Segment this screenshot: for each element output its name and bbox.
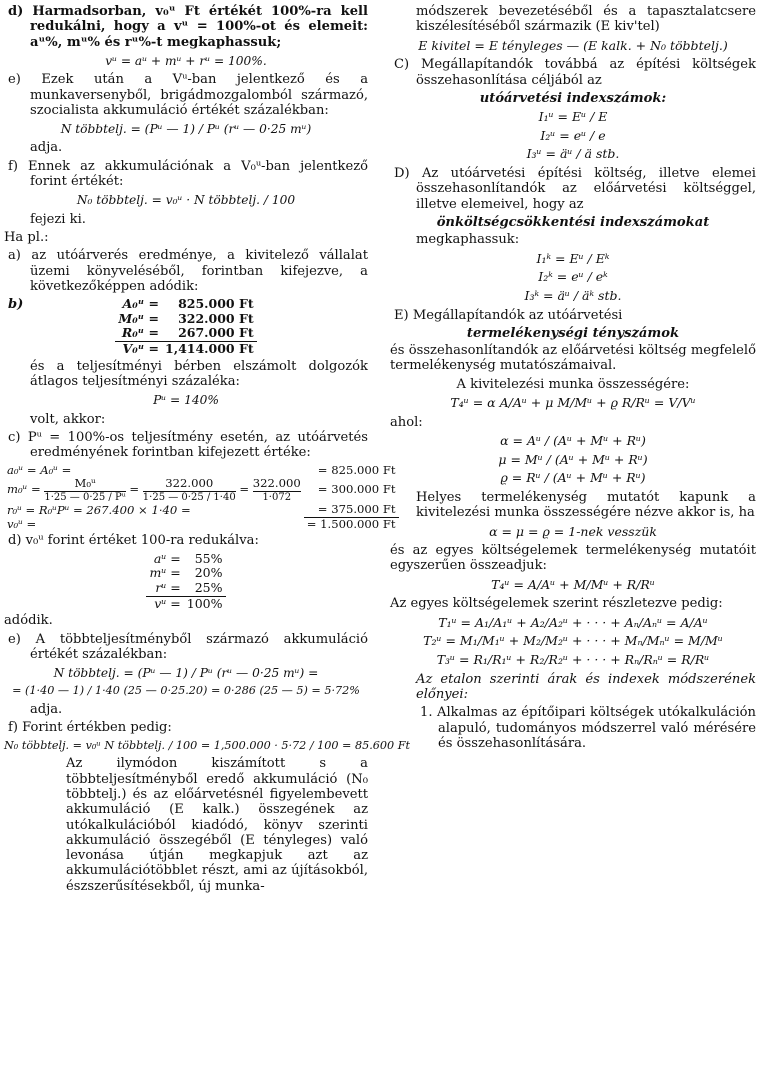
d2-row-label: aᵘ = [153, 550, 181, 566]
c-row-a [4, 464, 399, 478]
paragraph-d: d) Harmadsorban, v₀ᵘ Ft értékét 100%-ra kell redukálni, hogy a vᵘ = 100%-ot és elemeit: aᵘ%, mᵘ% és rᵘ%-t megkaphassuk; [8, 4, 368, 50]
text-etalon: Az etalon szerinti árak és indexek módszerének előnyei: [416, 671, 756, 702]
d2-table [146, 552, 225, 612]
paragraph-C: C) Megállapítandók továbbá az építési költségek összehasonlítása céljából az [394, 57, 756, 88]
b-row-value: 267.000 Ft [162, 326, 257, 341]
text-megkaphassuk: megkaphassuk: [416, 232, 520, 248]
b-row [115, 297, 256, 312]
b-row-label: M₀ᵘ = [118, 310, 160, 326]
text-helyes: Helyes termelékenység mutatót kapunk a kivitelezési munka összességére nézve akkor is, ha [416, 489, 756, 521]
b-block [4, 297, 368, 357]
formula-rho: ϱ = Rᵘ / (Aᵘ + Mᵘ + Rᵘ) [500, 470, 646, 486]
d2-row [146, 581, 225, 596]
c-m-frac2 [143, 477, 236, 503]
b-table [115, 297, 256, 357]
c-m-value: = 300.000 Ft [317, 482, 396, 497]
heading-termelekenysegi: termelékenységi tényszámok [466, 325, 680, 341]
text-volt: volt, akkor: [30, 411, 106, 427]
d2-row-value: 25% [184, 581, 226, 596]
paragraph-D: D) Az utóárvetési építési költség, illetve elemei összehasonlítandók az előárvetési költséggel, illetve elemeivel, hogy az [394, 166, 756, 212]
d2-total-row [146, 596, 225, 611]
c-m-num3: 322.000 [252, 476, 301, 491]
b-label: b) [8, 297, 24, 313]
c-m-den2: 1·25 — 0·25 / 1·40 [142, 491, 236, 503]
c-m-num1: M₀ᵘ [44, 477, 125, 492]
formula-e2: N többtelj. = (Pᵘ — 1) / Pᵘ (rᵘ — 0·25 mᵘ) = [53, 666, 319, 681]
c-r-value: = 375.000 Ft [304, 503, 399, 517]
paragraph-E: E) Megállapítandók az utóárvetési [394, 307, 623, 323]
c-row-r [4, 503, 399, 517]
text-adja: adja. [30, 140, 63, 156]
paragraph-e2: e) A többteljesítményből származó akkumuláció értékét százalékban: [8, 631, 368, 662]
d2-row [146, 552, 225, 567]
formula-C3: I₃ᵘ = äᵘ / ä stb. [526, 146, 620, 162]
text-hapl: Ha pl.: [4, 229, 49, 245]
formula-e2-calc: = (1·40 — 1) / 1·40 (25 — 0·25.20) = 0·286 (25 — 5) = 5·72% [12, 684, 360, 698]
d2-row-label: mᵘ = [149, 565, 181, 581]
d2-total-label: vᵘ = [154, 595, 181, 611]
heading-onkoltseg: önköltségcsökkentési indexszámokat [436, 215, 710, 230]
b-total-value: 1,414.000 Ft [165, 341, 254, 357]
formula-D3: I₃ᵏ = äᵘ / äᵏ stb. [524, 287, 622, 303]
formula-alpha: α = Aᵘ / (Aᵘ + Mᵘ + Rᵘ) [500, 433, 646, 448]
right-column [390, 4, 756, 754]
formula-T4-weighted: T₄ᵘ = α A/Aᵘ + μ M/Mᵘ + ϱ R/Rᵘ = V/Vᵘ [450, 395, 696, 411]
c-m-expr: m₀ᵘ = $\frac{\text{M₀ᵘ}}{\text{1·25 — 0·25 / Pᵘ}}$ = $\frac{322.000}{1\cdot 25 — 0\cdot 25 / 1\cdot 40}$ = $\frac{322.000}{1\cdot 072}$ [7, 476, 301, 503]
c-m-lhs: m₀ᵘ = [7, 482, 41, 497]
formula-f2: N₀ többtelj. = v₀ᵘ N többtelj. / 100 = 1,500.000 · 5·72 / 100 = 85.600 Ft [4, 739, 410, 753]
paragraph-a: a) az utóárverés eredménye, a kivitelező vállalat üzemi könyveléséből, forintban kifejezve, a következőképpen adódik: [8, 248, 368, 294]
c-m-frac1 [44, 477, 125, 503]
text-ahol: ahol: [390, 414, 423, 430]
formula-T3: T₃ᵘ = R₁/R₁ᵘ + R₂/R₂ᵘ + · · · + Rₙ/Rₙᵘ = R/Rᵘ [436, 651, 710, 667]
text-adodik: adódik. [4, 613, 53, 629]
b-total-label: V₀ᵘ = [122, 341, 160, 357]
formula-T4: T₄ᵘ = A/Aᵘ + M/Mᵘ + R/Rᵘ [491, 576, 655, 592]
formula-D2: I₂ᵏ = eᵘ / eᵏ [538, 269, 608, 285]
d2-row [146, 566, 225, 581]
formula-d: vᵘ = aᵘ + mᵘ + rᵘ = 100%. [105, 53, 267, 68]
c-row-v [4, 517, 399, 531]
list-item-1: 1. Alkalmas az építőipari költségek utókalkuláción alapuló, tudományos módszerrel való mérésére és összehasonlítására. [420, 705, 756, 751]
c-v-label: v₀ᵘ = [7, 516, 37, 531]
continuation-text: módszerek bevezetéséből és a tapasztalatcsere kiszélesítéséből származik (E kiv'tel) [416, 4, 756, 35]
b-row [115, 312, 256, 327]
formula-p: Pᵘ = 140% [153, 393, 219, 408]
c-m-frac3 [253, 477, 301, 503]
b-row-value: 322.000 Ft [178, 310, 254, 326]
formula-mu: μ = Mᵘ / (Aᵘ + Mᵘ + Rᵘ) [498, 451, 648, 467]
text-azegyes: Az egyes költségelemek szerint részletezve pedig: [390, 596, 723, 612]
c-v-value: = 1.500.000 Ft [306, 516, 396, 531]
paragraph-e: e) Ezek után a Vᵘ-ban jelentkező és a munkaversenyből, brigádmozgalomból származó, szocialista akkumuláció értékét százalékban: [8, 72, 368, 118]
b-row-value: 825.000 Ft [178, 296, 254, 312]
formula-f: N₀ többtelj. = v₀ᵘ · N többtelj. / 100 [76, 193, 296, 208]
text-E2: A kivitelezési munka összességére: [456, 376, 690, 392]
formula-T1: T₁ᵘ = A₁/A₁ᵘ + A₂/A₂ᵘ + · · · + Aₙ/Aₙᵘ = A/Aᵘ [438, 614, 708, 630]
d2-total-value: 100% [186, 595, 223, 611]
c-r-label: r₀ᵘ = R₀ᵘPᵘ = 267.400 × 1·40 = [7, 502, 191, 517]
c-a-label: a₀ᵘ = A₀ᵘ = [7, 462, 72, 477]
text-E: és összehasonlítandók az előárvetési költség megfelelő termelékenység mutatószámaival. [390, 343, 756, 374]
b-total-row [115, 342, 256, 357]
formula-ekivitel: E kivitel = E tényleges — (E kalk. + N₀ többtelj.) [418, 37, 728, 53]
c-m-den1: 1·25 — 0·25 / Pᵘ [44, 491, 126, 503]
formula-one: α = μ = ϱ = 1-nek vesszük [489, 523, 657, 539]
text-b: és a teljesítményi bérben elszámolt dolgozók átlagos teljesítményi százaléka: [30, 358, 368, 389]
closing-paragraph: Az ilymódon kiszámított s a többteljesítményből eredő akkumuláció (N₀ többtelj.) és az előárvetésnél figyelembevett akkumuláció (E kalk.) összegének az utókalkulációból kiadódó, könyv szerinti akkumuláció összegéből (E tényleges) való levonása útján megkapjuk azt az akkumulációtöbblet részt, ami az újításokból, észszerűsítésekből, új munka- [66, 756, 368, 894]
paragraph-f2: f) Forint értékben pedig: [8, 719, 172, 735]
b-row [115, 326, 256, 341]
d2-row-value: 20% [194, 565, 223, 581]
formula-D1: I₁ᵏ = Eᵘ / Eᵏ [536, 250, 610, 266]
c-table [4, 464, 399, 532]
b-row-label: R₀ᵘ = [115, 326, 162, 341]
c-a-value: = 825.000 Ft [317, 462, 396, 477]
formula-C2: I₂ᵘ = eᵘ / e [540, 127, 606, 143]
paragraph-f: f) Ennek az akkumulációnak a V₀ᵘ-ban jelentkező forint értékét: [8, 158, 368, 190]
c-m-num2: 322.000 [143, 477, 236, 492]
d2-row-value: 55% [194, 550, 223, 566]
d2-row-label: rᵘ = [146, 581, 183, 596]
heading-utoarvetesi: utóárvetési indexszámok: [479, 90, 667, 106]
paragraph-d2: d) v₀ᵘ forint értéket 100-ra redukálva: [8, 533, 259, 549]
b-row-label: A₀ᵘ = [122, 296, 160, 312]
formula-T2: T₂ᵘ = M₁/M₁ᵘ + M₂/M₂ᵘ + · · · + Mₙ/Mₙᵘ = M/Mᵘ [423, 633, 723, 649]
c-row-m [4, 477, 399, 503]
paragraph-c: c) Pᵘ = 100%-os teljesítmény esetén, az utóárvetés eredményének forintban kifejezett értéke: [8, 429, 368, 461]
text-egyes: és az egyes költségelemek termelékenység mutatóit egyszerűen összeadjuk: [390, 543, 756, 574]
text-fejezi: fejezi ki. [30, 211, 86, 227]
formula-C1: I₁ᵘ = Eᵘ / E [538, 109, 608, 125]
text-adja2: adja. [30, 701, 63, 717]
formula-e: N többtelj. = (Pᵘ — 1) / Pᵘ (rᵘ — 0·25 mᵘ) [60, 122, 312, 137]
c-m-den3: 1·072 [262, 491, 292, 503]
